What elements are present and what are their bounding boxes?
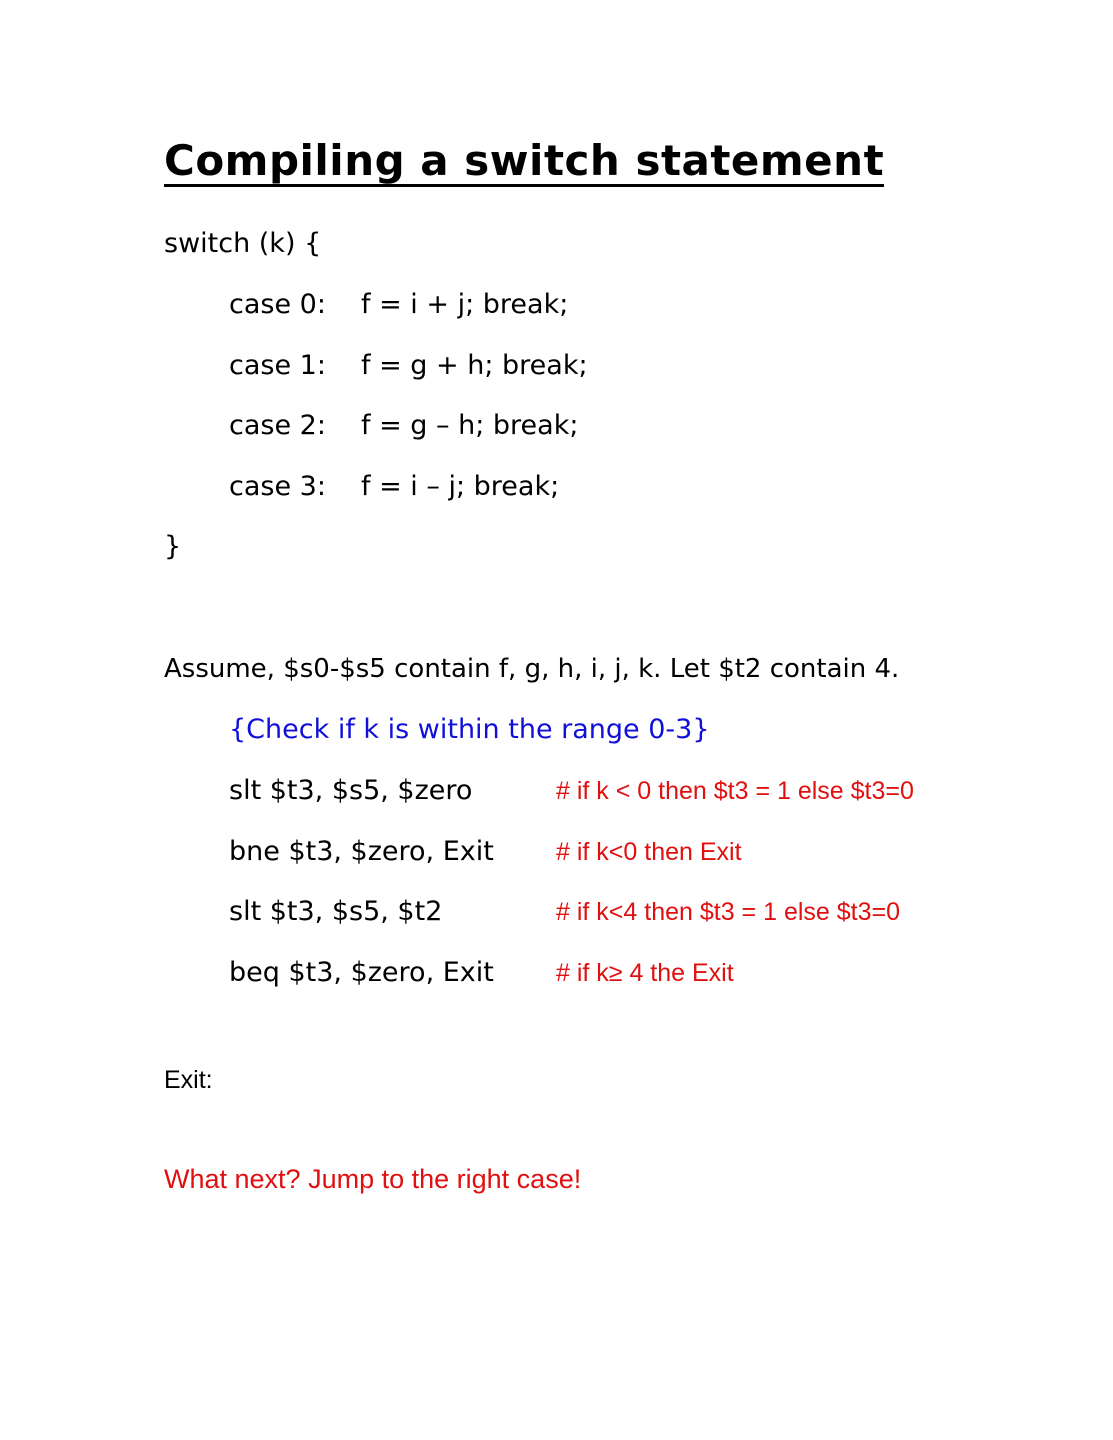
instruction-code: slt $t3, $s5, $zero bbox=[229, 775, 473, 806]
instruction-comment: # if k < 0 then $t3 = 1 else $t3=0 bbox=[556, 777, 914, 805]
instruction-code: slt $t3, $s5, $t2 bbox=[229, 896, 443, 927]
assumption-text: Assume, $s0-$s5 contain f, g, h, i, j, k. Let $t2 contain 4. bbox=[164, 654, 900, 684]
range-check-note: {Check if k is within the range 0-3} bbox=[229, 714, 710, 745]
instruction-code: beq $t3, $zero, Exit bbox=[229, 957, 494, 988]
instruction-comment: # if k<4 then $t3 = 1 else $t3=0 bbox=[556, 898, 901, 926]
page-title: Compiling a switch statement bbox=[164, 136, 885, 185]
case-label: case 2: bbox=[229, 410, 326, 441]
case-label: case 3: bbox=[229, 471, 326, 502]
case-body: f = g – h; break; bbox=[361, 410, 579, 441]
case-body: f = i + j; break; bbox=[361, 289, 569, 320]
switch-header: switch (k) { bbox=[164, 228, 322, 259]
case-label: case 0: bbox=[229, 289, 326, 320]
instruction-code: bne $t3, $zero, Exit bbox=[229, 836, 494, 867]
case-body: f = i – j; break; bbox=[361, 471, 560, 502]
instruction-comment: # if k<0 then Exit bbox=[556, 838, 742, 866]
exit-label: Exit: bbox=[164, 1066, 213, 1094]
next-step-note: What next? Jump to the right case! bbox=[164, 1164, 582, 1194]
case-body: f = g + h; break; bbox=[361, 350, 588, 381]
switch-close-brace: } bbox=[164, 531, 182, 562]
instruction-comment: # if k≥ 4 the Exit bbox=[556, 959, 734, 987]
case-label: case 1: bbox=[229, 350, 326, 381]
